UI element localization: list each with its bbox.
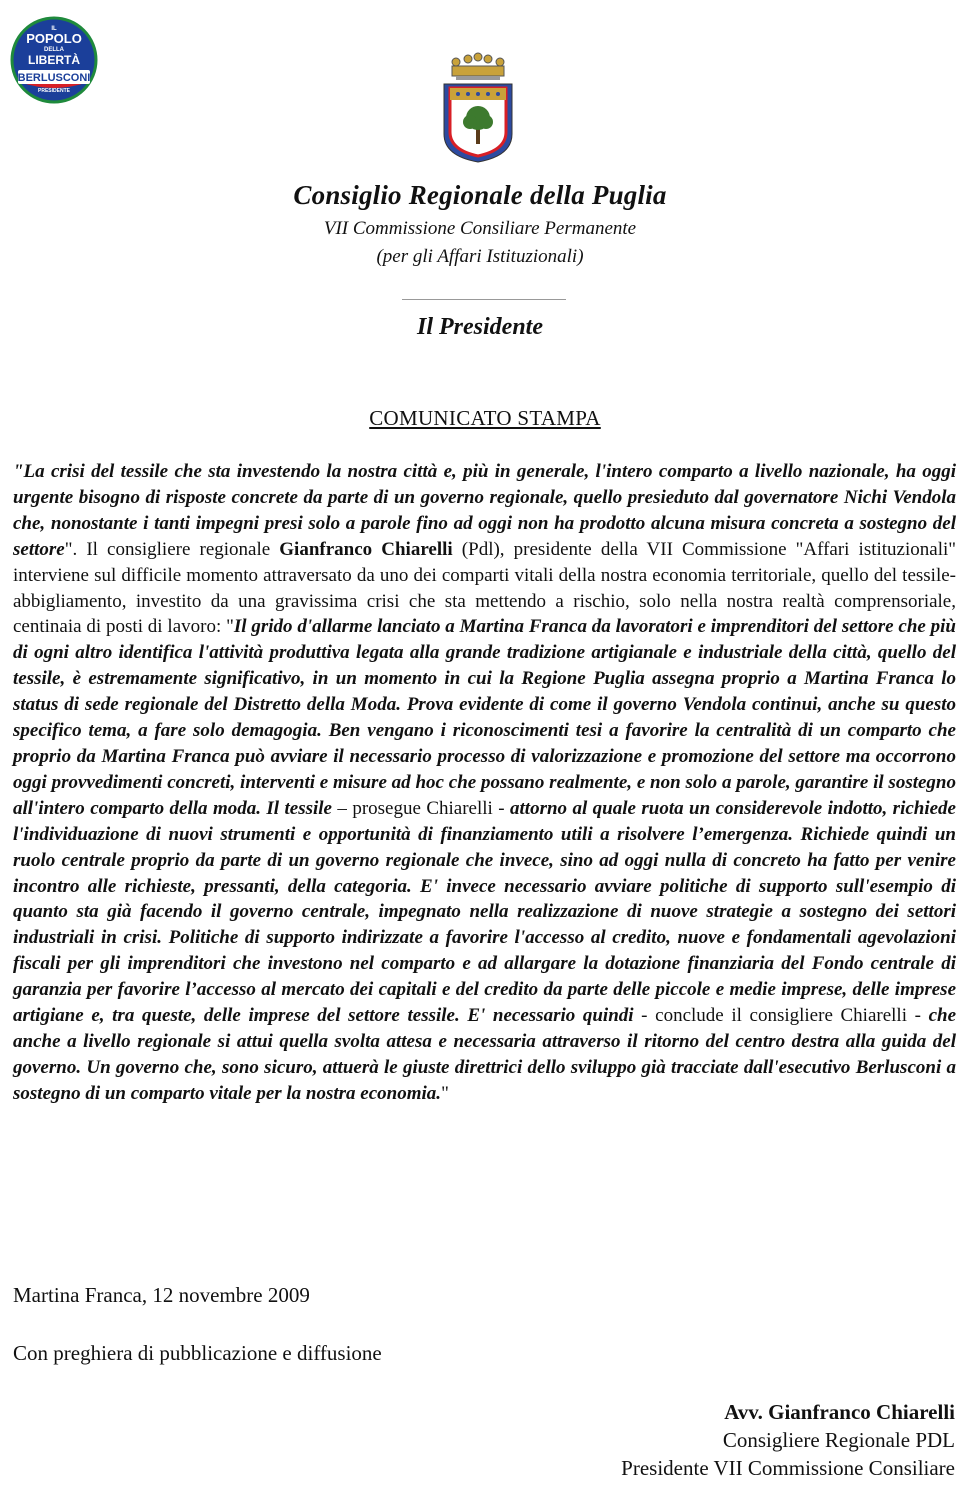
logo-text-2: POPOLO bbox=[26, 31, 82, 46]
text-run: ". Il consigliere regionale bbox=[64, 538, 280, 560]
document-title: COMUNICATO STAMPA bbox=[369, 406, 601, 430]
quote-run: che anche a livello regionale si attui quella svolta attesa e necessaria attraverso il ritorno del centro destra alla guida del governo. Un governo che, sono sicuro, attuerà le giuste direttrici dello sviluppo già tracciate dall'esecutivo Berlusconi a sostegno di un comparto vitale per la nostra economia. bbox=[13, 1005, 956, 1104]
text-run: (Pdl), presidente della VII Commissione "Affari istituzionali" interviene sul difficile momento attraversato da uno dei comparti vitali della nostra economia territoriale, quello del tessile-abbigliamento, investito da una gravissima crisi che sta mettendo a rischio, solo nella nostra realtà comprensoriale, centinaia di posti di lavoro: " bbox=[13, 538, 957, 638]
text-run: – prosegue Chiarelli - bbox=[331, 797, 511, 819]
council-name: Consiglio Regionale della Puglia bbox=[293, 180, 667, 210]
logo-text-4: LIBERTÀ bbox=[28, 53, 80, 67]
coat-of-arms-icon bbox=[440, 52, 516, 164]
press-release-body bbox=[13, 459, 956, 1107]
text-run: " bbox=[441, 1082, 449, 1104]
text-run: - conclude il consigliere Chiarelli - bbox=[633, 1005, 929, 1027]
logo-text-6: PRESIDENTE bbox=[38, 88, 70, 94]
name-run: Gianfranco Chiarelli bbox=[279, 538, 453, 560]
quote-run: "La crisi del tessile che sta investendo la nostra città e, più in generale, l'intero comparto a livello nazionale, ha oggi urgente bisogno di risposte concrete da parte di un governo regionale, quello presieduto dal governatore Nichi Vendola che, nonostante i tanti impegni presi solo a parole fino ad oggi non ha prodotto alcuna misura concreta a sostegno del settore bbox=[13, 461, 956, 560]
party-logo-icon bbox=[10, 16, 98, 104]
quote-run: attorno al quale ruota un considerevole indotto, richiede l'individuazione di nuovi strumenti e opportunità di finanziamento utili a risolvere l’emergenza. Richiede quindi un ruolo centrale proprio da parte di un governo regionale che invece, sino ad oggi nulla di concreto ha fatto per venire incontro alle richieste, pressanti, della categoria. E' invece necessario avviare politiche di supporto sull'esempio di quanto sta già facendo il governo centrale, impegnato nella realizzazione di nuove strategie a sostegno dei settori industriali in crisi. Politiche di supporto indirizzate a favorire l'accesso al credito, nuove e fondamentali agevolazioni fiscali per gli imprenditori che investono nel comparto e ad allargare la dotazione finanziaria del Fondo centrale di garanzia per favorire l’accesso al mercato dei capitali e del credito da parte delle piccole e medie imprese, delle imprese artigiane e, tra queste, delle imprese del settore tessile. E' necessario quindi bbox=[13, 797, 956, 1027]
header-divider bbox=[402, 299, 566, 300]
signature-office: Presidente VII Commissione Consiliare bbox=[621, 1456, 955, 1480]
signature-name: Avv. Gianfranco Chiarelli bbox=[724, 1400, 955, 1424]
publication-note: Con preghiera di pubblicazione e diffusione bbox=[13, 1341, 382, 1365]
logo-text-5: BERLUSCONI bbox=[17, 72, 91, 84]
quote-run: Il grido d'allarme lanciato a Martina Franca da lavoratori e imprenditori del settore che più di ogni altro identifica l'attività produttiva legata alla grande tradizione artigianale e industriale della città, quello del tessile, è estremamente significativo, in un momento in cui la Regione Puglia assegna proprio a Martina Franca lo status di sede regionale del Distretto della Moda. Prova evidente di come il governo Vendola continui, anche su questo specifico tema, a fare solo demagogia. Ben vengano i riconoscimenti tesi a favorire la centralità di un comparto che proprio da Martina Franca può avviare il necessario processo di valorizzazione e promozione del settore ma occorrono oggi provvedimenti concreti, interventi e misure ad hoc che possano realmente, e non solo a parole, garantire il sostegno all'intero comparto della moda. Il tessile bbox=[13, 616, 956, 819]
place-date: Martina Franca, 12 novembre 2009 bbox=[13, 1283, 310, 1307]
commission-subtitle: (per gli Affari Istituzionali) bbox=[376, 246, 584, 267]
commission-name: VII Commissione Consiliare Permanente bbox=[323, 218, 637, 239]
logo-text-3: DELLA bbox=[44, 47, 64, 53]
logo-text-1: IL bbox=[51, 26, 57, 32]
president-heading: Il Presidente bbox=[417, 314, 543, 340]
signature-role: Consigliere Regionale PDL bbox=[722, 1428, 955, 1452]
